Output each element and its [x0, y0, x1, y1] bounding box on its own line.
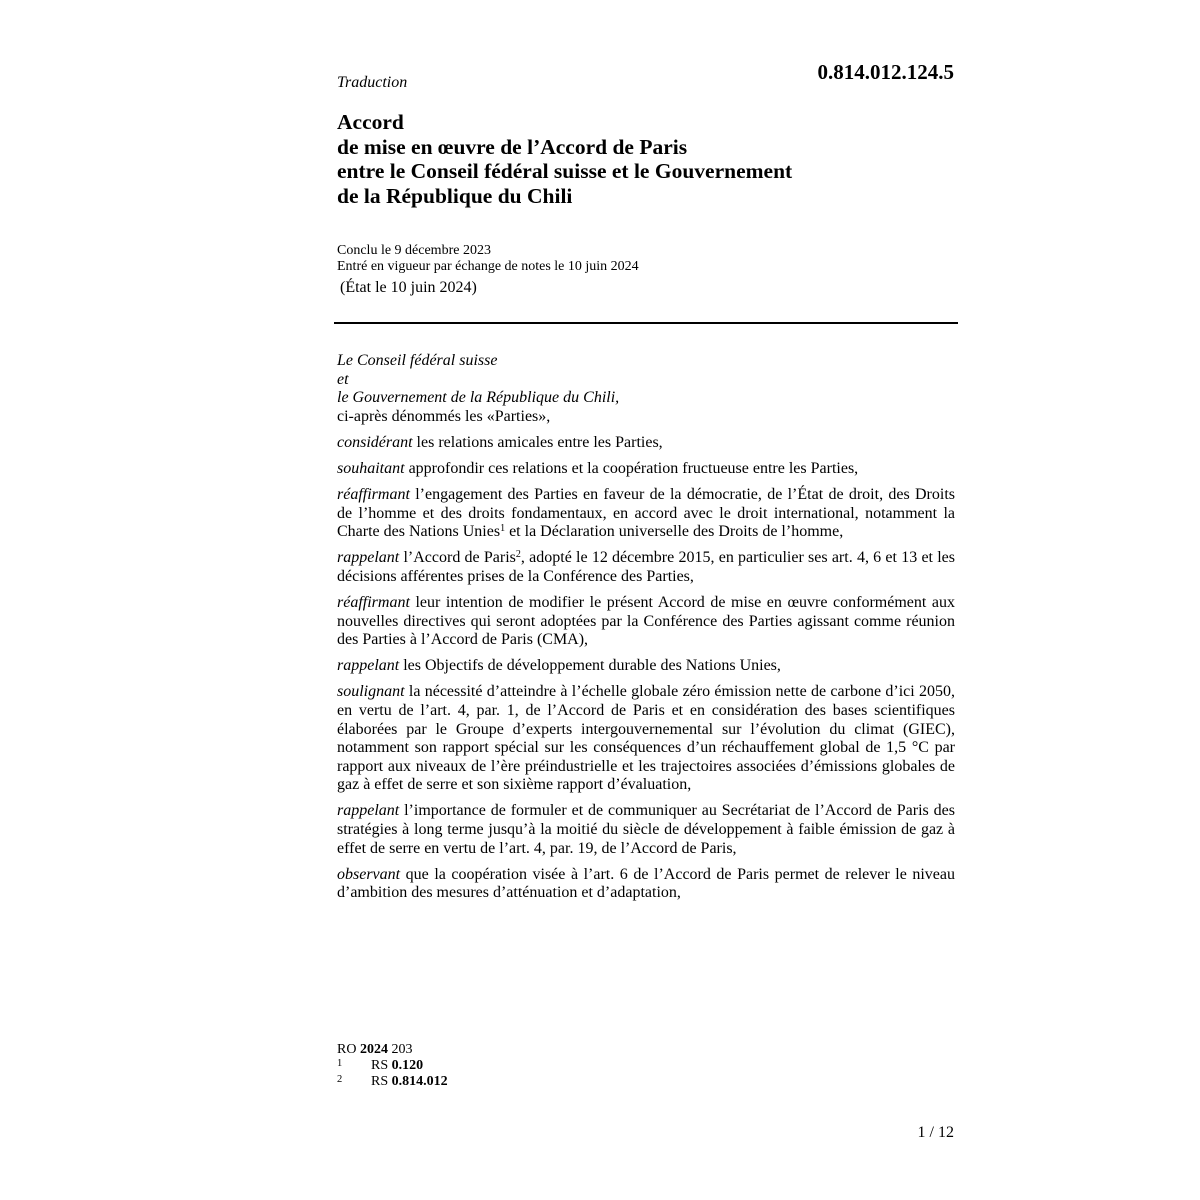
party-conjunction: et: [337, 370, 349, 388]
preamble-clause: [337, 549, 955, 586]
clause-text: et la Déclaration universelle des Droits de l’homme,: [505, 523, 844, 541]
title-line: entre le Conseil fédéral suisse et le Gouvernement: [337, 159, 793, 183]
party-name: Le Conseil fédéral suisse: [337, 352, 498, 369]
preamble-clause: [337, 866, 955, 903]
clause-lead: réaffirmant: [337, 594, 410, 612]
footnote-ref[interactable]: 2: [515, 549, 521, 561]
preamble-clause: [337, 486, 955, 542]
clause-text: l’importance de formuler et de communiquer au Secrétariat de l’Accord de Paris des stratégies à long terme jusqu’à la moitié du siècle de développement à faible émission de gaz à effet de serre en vertu de l’art. 4, par. 19, de l’Accord de Paris,: [337, 802, 955, 857]
clause-lead: rappelant: [337, 802, 400, 820]
concluded-date: Conclu le 9 décembre 2023: [337, 243, 491, 258]
preamble: [337, 352, 955, 910]
state-date: (État le 10 juin 2024): [340, 279, 477, 296]
clause-lead: soulignant: [337, 683, 405, 701]
footnote-ref-link[interactable]: 0.120: [391, 1058, 424, 1073]
footnote-prefix: RS: [371, 1058, 392, 1073]
preamble-clause: [337, 683, 955, 795]
footnotes-block: [337, 1042, 448, 1090]
clause-text: la nécessité d’atteindre à l’échelle globale zéro émission nette de carbone d’ici 2050, en vertu de l’art. 4, par. 1, de l’Accord de Paris et en considération des bases scientifiques élaborées par le Groupe d’experts intergouvernemental sur l’évolution du climat (GIEC), notamment son rapport spécial sur les conséquences d’un réchauffement global de 1,5 °C par rapport aux niveaux de l’ère préindustrielle et les trajectoires associées d’émissions globales de gaz à effet de serre et son sixième rapport d’évaluation,: [337, 683, 955, 794]
footnote-number: 1: [337, 1058, 343, 1069]
clause-lead: considérant: [337, 433, 413, 451]
clause-lead: rappelant: [337, 549, 400, 567]
footnote-ref-link[interactable]: 0.814.012: [391, 1074, 448, 1089]
preamble-clause: [337, 802, 955, 858]
clause-text: les Objectifs de développement durable des Nations Unies,: [399, 657, 781, 675]
preamble-clause: [337, 594, 955, 650]
doc-number: 0.814.012.124.5: [817, 60, 954, 84]
footnote-prefix: RS: [371, 1074, 392, 1089]
clause-text: l’Accord de Paris: [399, 549, 516, 567]
dates-block: [337, 243, 639, 296]
title-line: de mise en œuvre de l’Accord de Paris: [337, 134, 688, 159]
ro-year: 2024: [359, 1042, 388, 1057]
clause-text: les relations amicales entre les Parties,: [412, 433, 663, 451]
preamble-clause: [337, 434, 955, 453]
clause-text: leur intention de modifier le présent Accord de mise en œuvre conformément aux nouvelles directives qui seront adoptées par la Conférence des Parties agissant comme réunion des Parties à l’Accord de Paris (CMA),: [337, 594, 955, 649]
parties-block: [337, 352, 955, 426]
separator-rule: [334, 322, 958, 324]
ro-reference: [337, 1042, 448, 1058]
title-line: de la République du Chili: [337, 183, 573, 208]
preamble-clause: [337, 657, 955, 676]
clause-text: que la coopération visée à l’art. 6 de l’Accord de Paris permet de relever le niveau d’ambition des mesures d’atténuation et d’adaptation,: [337, 865, 955, 902]
translation-label: Traduction: [337, 74, 408, 91]
ro-page: 203: [387, 1042, 413, 1057]
clause-text: approfondir ces relations et la coopération fructueuse entre les Parties,: [404, 459, 859, 477]
footnote: [337, 1058, 448, 1074]
title-line: Accord: [337, 110, 404, 134]
footnote: [337, 1074, 448, 1090]
ro-prefix: RO: [337, 1042, 360, 1057]
party-name: le Gouvernement de la République du Chili,: [337, 389, 620, 407]
clause-lead: rappelant: [337, 657, 400, 675]
document-page: [337, 0, 957, 1200]
footnote-number: 2: [337, 1074, 343, 1085]
document-title: [337, 110, 792, 208]
footnote-ref[interactable]: 1: [500, 523, 506, 535]
page-number: 1 / 12: [917, 1124, 954, 1141]
clause-lead: souhaitant: [337, 459, 405, 477]
clause-lead: réaffirmant: [337, 486, 410, 504]
parties-hereinafter: ci-après dénommés les «Parties»,: [337, 407, 551, 425]
entry-into-force-date: Entré en vigueur par échange de notes le 10 juin 2024: [337, 259, 639, 274]
preamble-clause: [337, 460, 955, 479]
clause-lead: observant: [337, 865, 401, 883]
clause-text: l’engagement des Parties en faveur de la démocratie, de l’État de droit, des Droits de l’homme et des droits fondamentaux, en accord avec le droit international, notamment la Charte des Nations Unies: [337, 486, 955, 541]
clause-text: , adopté le 12 décembre 2015, en particulier ses art. 4, 6 et 13 et les décisions afférentes prises de la Conférence des Parties,: [337, 549, 956, 585]
